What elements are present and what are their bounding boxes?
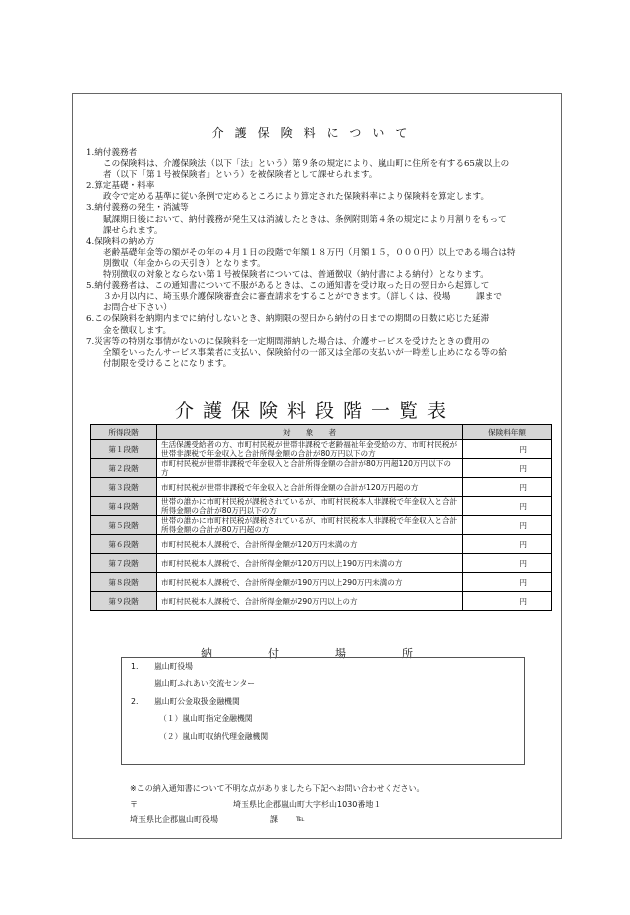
tier-desc: 市町村民税本人課税で、合計所得金額が120万円未満の方	[157, 535, 463, 554]
tier-amount: 円	[463, 554, 552, 573]
tier-amount: 円	[463, 535, 552, 554]
place-item-1: 嵐山町役場	[154, 662, 193, 671]
table-row	[91, 516, 552, 535]
table-row	[91, 478, 552, 497]
note-7-heading: 7.災害等の特別な事情がないのに保険料を一定期間滞納した場合は、介護サービスを受けたときの費用の	[86, 336, 490, 347]
note-3-body-2: 課せられます。	[103, 225, 163, 236]
table-row	[91, 554, 552, 573]
place-item-1-num: 1.	[131, 662, 139, 671]
tel-icon: ℡	[296, 814, 305, 823]
dept-suffix: 課	[270, 815, 278, 824]
header-target: 対 象 者	[157, 425, 463, 440]
tier-level: 第７段階	[91, 554, 157, 573]
office-address: 埼玉県比企郡嵐山町大字杉山1030番地１	[233, 800, 382, 809]
note-7-body-2: 付制限を受けることになります。	[103, 358, 232, 369]
tier-desc: 世帯の誰かに市町村民税が課税されているが、市町村民税本人非課税で年金収入と合計所得金額の合計が80万円超の方	[157, 516, 463, 535]
section2-title: 介護保険料段階一覧表	[174, 400, 455, 422]
tier-amount: 円	[463, 573, 552, 592]
payment-places-box	[121, 657, 525, 765]
table-row	[91, 592, 552, 611]
note-3-heading: 3.納付義務の発生・消滅等	[86, 203, 189, 214]
tier-level: 第８段階	[91, 573, 157, 592]
note-4-body-1: 老齢基礎年金等の額がその年の４月１日の段階で年額１８万円（月額１５，０００円）以上である場合は特	[103, 247, 516, 258]
note-5-heading: 5.納付義務者は、この通知書について不服があるときは、この通知書を受け取った日の翌日から起算して	[86, 281, 490, 292]
note-5-body-1: ３か月以内に、埼玉県介護保険審査会に審査請求をすることができます。（詳しくは、役場 課まで	[103, 292, 502, 303]
place-item-2-num: 2.	[131, 697, 139, 706]
tier-desc: 市町村民税本人課税で、合計所得金額が190万円以上290万円未満の方	[157, 573, 463, 592]
tier-level: 第４段階	[91, 497, 157, 516]
table-row	[91, 440, 552, 459]
tier-level: 第３段階	[91, 478, 157, 497]
tier-desc: 生活保護受給者の方、市町村民税が世帯非課税で老齢福祉年金受給の方、市町村民税が世帯非課税で年金収入と合計所得金額の合計が80万円以下の方	[157, 440, 463, 459]
tier-desc: 世帯の誰かに市町村民税が課税されているが、市町村民税本人非課税で年金収入と合計所得金額の合計が80万円以下の方	[157, 497, 463, 516]
table-row	[91, 497, 552, 516]
note-1-body-1: この保険料は、介護保険法（以下「法」という）第９条の規定により、嵐山町に住所を有する65歳以上の	[103, 159, 510, 170]
tier-desc: 市町村民税本人課税で、合計所得金額が290万円以上の方	[157, 592, 463, 611]
tier-level: 第６段階	[91, 535, 157, 554]
note-6-heading: 6.この保険料を納期内までに納付しないとき、納期限の翌日から納付の日までの期間の日数に応じた延滞	[86, 314, 490, 325]
header-amount: 保険料年額	[463, 425, 552, 440]
section1-title: 介護保険料について	[211, 126, 419, 140]
tier-desc: 市町村民税が世帯非課税で年金収入と合計所得金額の合計が80万円超120万円以下の方	[157, 459, 463, 478]
tier-amount: 円	[463, 497, 552, 516]
table-header-row	[91, 425, 552, 440]
tier-level: 第９段階	[91, 592, 157, 611]
tier-amount: 円	[463, 459, 552, 478]
tier-amount: 円	[463, 516, 552, 535]
place-item-2: 嵐山町公金取扱金融機関	[154, 697, 240, 706]
note-2-heading: 2.算定基礎・料率	[86, 181, 155, 192]
tier-level: 第５段階	[91, 516, 157, 535]
note-3-body-1: 賦課期日後において、納付義務が発生又は消滅したときは、条例附則第４条の規定により月割りをもって	[103, 214, 507, 225]
tier-amount: 円	[463, 478, 552, 497]
note-4-heading: 4.保険料の納め方	[86, 236, 155, 247]
tier-amount: 円	[463, 592, 552, 611]
table-row	[91, 459, 552, 478]
inquiry-note: ※この納入通知書について不明な点がありましたら下記へお問い合わせください。	[130, 784, 425, 793]
tier-amount: 円	[463, 440, 552, 459]
note-1-heading: 1.納付義務者	[86, 148, 138, 158]
note-6-body-1: 金を徴収します。	[103, 325, 172, 336]
note-4-body-2: 別徴収（年金からの天引き）となります。	[103, 258, 266, 269]
place-sub-2: （２）嵐山町収納代理金融機関	[159, 732, 269, 741]
header-level: 所得段階	[91, 425, 157, 440]
section3-title: 納付場所	[201, 647, 469, 660]
tier-level: 第２段階	[91, 459, 157, 478]
table-row	[91, 535, 552, 554]
note-7-body-1: 全額をいったんサービス事業者に支払い、保険給付の一部又は全部の支払いが一時差し止めになる等の給	[103, 347, 507, 358]
place-sub-1: （１）嵐山町指定金融機関	[159, 714, 253, 723]
note-2-body-1: 政令で定める基準に従い条例で定めるところにより算定された保険料率により保険料を算定します。	[103, 192, 490, 203]
note-5-body-2: お問合せ下さい）	[103, 303, 172, 314]
tier-desc: 市町村民税本人課税で、合計所得金額が120万円以上190万円未満の方	[157, 554, 463, 573]
table-row	[91, 573, 552, 592]
notes-list	[86, 148, 554, 370]
postal-mark: 〒	[130, 800, 138, 809]
tier-level: 第１段階	[91, 440, 157, 459]
note-4-body-3: 特別徴収の対象とならない第１号被保険者については、普通徴収（納付書による納付）となります。	[103, 270, 489, 281]
place-item-1-sub: 嵐山町ふれあい交流センター	[154, 679, 256, 688]
note-1-body-2: 者（以下「第１号被保険者」という）を被保険者として課せられます。	[103, 170, 378, 181]
premium-tier-table	[90, 424, 552, 611]
office-name: 埼玉県比企郡嵐山町役場	[130, 815, 218, 824]
tier-desc: 市町村民税が世帯非課税で年金収入と合計所得金額の合計が120万円超の方	[157, 478, 463, 497]
